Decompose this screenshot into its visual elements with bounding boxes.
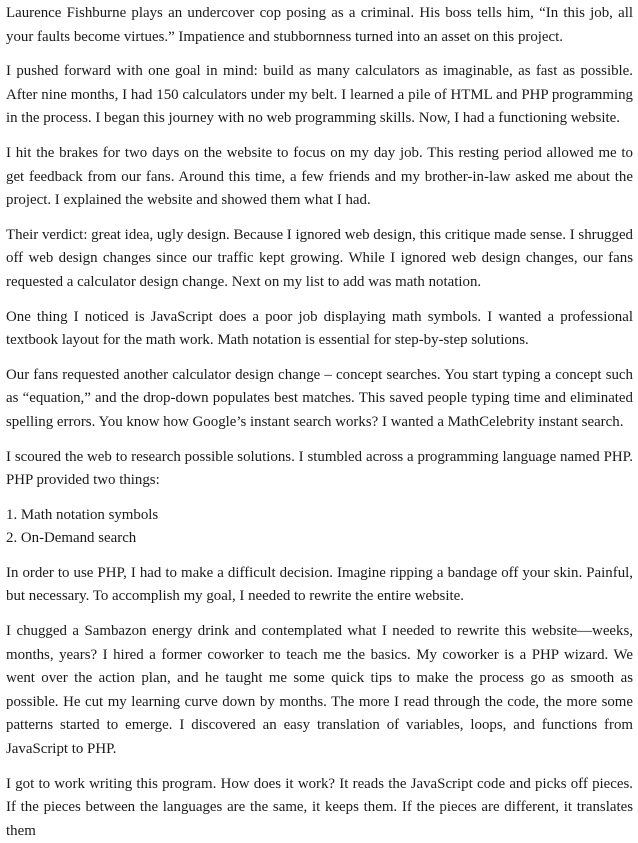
paragraph-javascript-symbols: One thing I noticed is JavaScript does a poor job displaying math symbols. I wanted a professional textbook layout for the math work. Math notation is essential for step-by-step solutions.	[6, 308, 633, 349]
paragraph-one-goal: I pushed forward with one goal in mind: build as many calculators as imaginable, as fast as possible. After nine months, I had 150 calculators under my belt. I learned a pile of HTML and PHP programming in the process. I began this journey with no web programming skills. Now, I had a functioning website.	[6, 63, 633, 127]
paragraph-difficult-decision: In order to use PHP, I had to make a difficult decision. Imagine ripping a bandage off your skin. Painful, but necessary. To accomplish my goal, I needed to rewrite the entire website.	[6, 564, 633, 605]
paragraph-sambazon: I chugged a Sambazon energy drink and contemplated what I needed to rewrite this website—weeks, months, years? I hired a former coworker to teach me the basics. My coworker is a PHP wizard. We went over the action plan, and he taught me some quick tips to make the process go as smooth as possible. He cut my learning curve down by months. The more I read through the code, the more some patterns started to emerge. I discovered an easy translation of variables, loops, and functions from JavaScript to PHP.	[6, 623, 633, 758]
list-item: 1. Math notation symbols	[6, 506, 159, 523]
php-benefits-list	[6, 504, 633, 551]
paragraph-fishburne: Laurence Fishburne plays an undercover cop posing as a criminal. His boss tells him, “In this job, all your faults become virtues.” Impatience and stubbornness turned into an asset on this project.	[6, 5, 633, 45]
paragraph-scoured-web: I scoured the web to research possible solutions. I stumbled across a programming language named PHP. PHP provided two things:	[6, 448, 633, 489]
paragraph-brakes: I hit the brakes for two days on the website to focus on my day job. This resting period allowed me to get feedback from our fans. Around this time, a few friends and my brother-in-law asked me about the project. I explained the website and showed them what I had.	[6, 144, 633, 209]
paragraph-writing-program: I got to work writing this program. How does it work? It reads the JavaScript code and picks off pieces. If the pieces between the languages are the same, it keeps them. If the pieces are different, it translates them	[6, 775, 633, 839]
paragraph-concept-searches: Our fans requested another calculator design change – concept searches. You start typing a concept such as “equation,” and the drop-down populates best matches. This saved people typing time and eliminated spelling errors. You know how Google’s instant search works? I wanted a MathCelebrity instant search.	[6, 366, 633, 430]
list-item: 2. On-Demand search	[6, 530, 137, 547]
paragraph-verdict: Their verdict: great idea, ugly design. Because I ignored web design, this critique made sense. I shrugged off web design changes since our traffic kept growing. While I ignored web design changes, our fans requested a calculator design change. Next on my list to add was math notation.	[6, 226, 633, 290]
